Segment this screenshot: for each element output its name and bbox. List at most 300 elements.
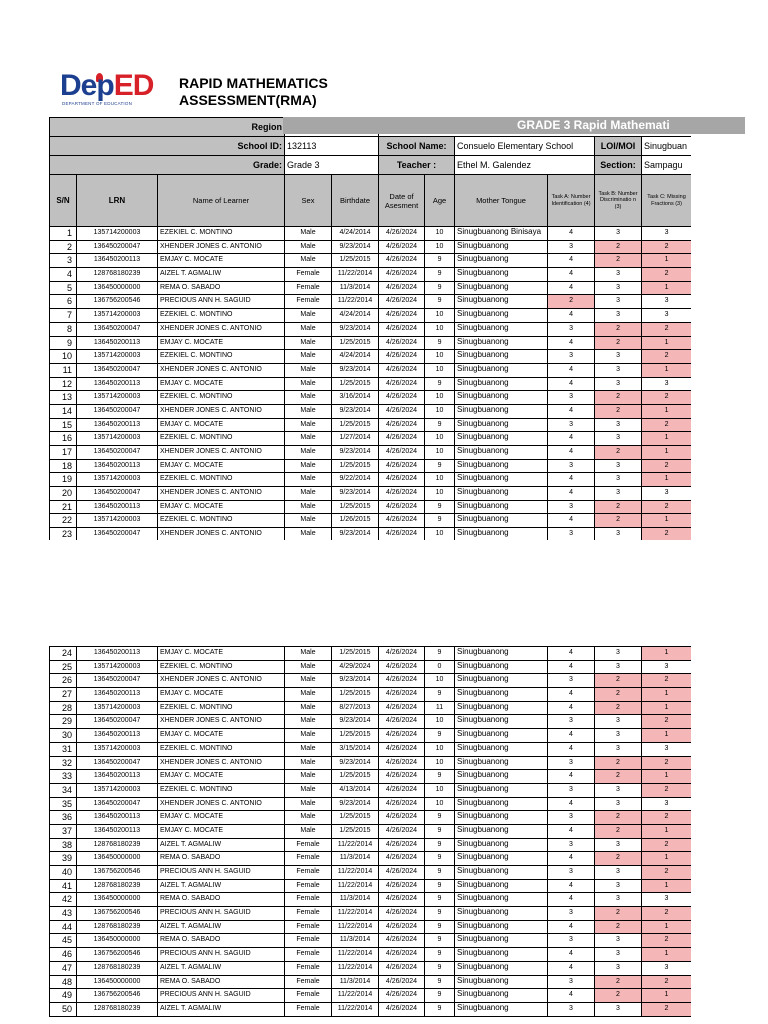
row-mother-tongue[interactable]: Sinugbuanong — [455, 893, 548, 907]
row-sex[interactable]: Male — [285, 404, 332, 418]
row-sex[interactable]: Male — [285, 528, 332, 540]
row-birthdate[interactable]: 11/3/2014 — [332, 281, 379, 295]
row-task-a[interactable]: 3 — [548, 240, 595, 254]
row-name[interactable]: EMJAY C. MOCATE — [158, 254, 285, 268]
row-lrn[interactable]: 135714200003 — [77, 742, 158, 756]
row-lrn[interactable]: 136450200047 — [77, 240, 158, 254]
row-age[interactable]: 9 — [425, 336, 455, 350]
row-task-b[interactable]: 2 — [595, 674, 642, 688]
row-age[interactable]: 9 — [425, 975, 455, 989]
row-mother-tongue[interactable]: Sinugbuanong Binisaya — [455, 227, 548, 241]
row-task-b[interactable]: 2 — [595, 404, 642, 418]
row-date-assessment[interactable]: 4/26/2024 — [379, 500, 425, 514]
row-lrn[interactable]: 136756200546 — [77, 866, 158, 880]
row-task-c[interactable]: 2 — [642, 811, 692, 825]
row-age[interactable]: 10 — [425, 487, 455, 501]
row-age[interactable]: 10 — [425, 528, 455, 540]
row-task-a[interactable]: 4 — [548, 473, 595, 487]
row-name[interactable]: EMJAY C. MOCATE — [158, 377, 285, 391]
row-sex[interactable]: Male — [285, 227, 332, 241]
row-name[interactable]: EZEKIEL C. MONTINO — [158, 514, 285, 528]
row-task-b[interactable]: 3 — [595, 838, 642, 852]
row-age[interactable]: 10 — [425, 350, 455, 364]
row-task-b[interactable]: 3 — [595, 309, 642, 323]
row-mother-tongue[interactable]: Sinugbuanong — [455, 783, 548, 797]
row-task-c[interactable]: 1 — [642, 920, 692, 934]
row-mother-tongue[interactable]: Sinugbuanong — [455, 391, 548, 405]
row-task-c[interactable]: 2 — [642, 756, 692, 770]
row-name[interactable]: AIZEL T. AGMALIW — [158, 1002, 285, 1016]
row-mother-tongue[interactable]: Sinugbuanong — [455, 907, 548, 921]
row-sn[interactable]: 7 — [50, 309, 77, 323]
row-date-assessment[interactable]: 4/26/2024 — [379, 528, 425, 540]
row-task-a[interactable]: 4 — [548, 729, 595, 743]
row-task-a[interactable]: 4 — [548, 688, 595, 702]
row-sex[interactable]: Male — [285, 377, 332, 391]
row-sex[interactable]: Female — [285, 866, 332, 880]
row-task-c[interactable]: 3 — [642, 487, 691, 501]
school-id-value[interactable]: 132113 — [285, 137, 379, 156]
row-task-b[interactable]: 3 — [595, 1002, 642, 1016]
row-mother-tongue[interactable]: Sinugbuanong — [455, 363, 548, 377]
row-sex[interactable]: Male — [285, 824, 332, 838]
row-age[interactable]: 10 — [425, 309, 455, 323]
row-name[interactable]: EMJAY C. MOCATE — [158, 729, 285, 743]
row-sex[interactable]: Male — [285, 811, 332, 825]
row-sn[interactable]: 37 — [50, 824, 77, 838]
row-date-assessment[interactable]: 4/26/2024 — [379, 866, 425, 880]
row-task-b[interactable]: 3 — [595, 473, 642, 487]
row-mother-tongue[interactable]: Sinugbuanong — [455, 715, 548, 729]
row-sn[interactable]: 15 — [50, 418, 77, 432]
row-birthdate[interactable]: 9/23/2014 — [332, 240, 379, 254]
row-task-c[interactable]: 3 — [642, 309, 691, 323]
row-lrn[interactable]: 135714200003 — [77, 783, 158, 797]
row-name[interactable]: EZEKIEL C. MONTINO — [158, 309, 285, 323]
row-task-a[interactable]: 3 — [548, 975, 595, 989]
row-task-a[interactable]: 4 — [548, 268, 595, 282]
row-sn[interactable]: 2 — [50, 240, 77, 254]
row-name[interactable]: AIZEL T. AGMALIW — [158, 920, 285, 934]
row-birthdate[interactable]: 11/22/2014 — [332, 866, 379, 880]
row-sex[interactable]: Male — [285, 688, 332, 702]
row-task-b[interactable]: 2 — [595, 240, 642, 254]
row-task-a[interactable]: 2 — [548, 295, 595, 309]
row-task-a[interactable]: 4 — [548, 701, 595, 715]
row-lrn[interactable]: 128768180239 — [77, 268, 158, 282]
row-sex[interactable]: Male — [285, 487, 332, 501]
row-lrn[interactable]: 136450200113 — [77, 336, 158, 350]
row-age[interactable]: 10 — [425, 432, 455, 446]
row-date-assessment[interactable]: 4/26/2024 — [379, 322, 425, 336]
row-mother-tongue[interactable]: Sinugbuanong — [455, 701, 548, 715]
row-task-c[interactable]: 2 — [642, 391, 691, 405]
row-age[interactable]: 9 — [425, 647, 455, 661]
row-lrn[interactable]: 128768180239 — [77, 1002, 158, 1016]
row-date-assessment[interactable]: 4/26/2024 — [379, 227, 425, 241]
row-task-c[interactable]: 2 — [642, 838, 692, 852]
row-age[interactable]: 9 — [425, 459, 455, 473]
row-sex[interactable]: Male — [285, 418, 332, 432]
row-name[interactable]: EZEKIEL C. MONTINO — [158, 432, 285, 446]
row-date-assessment[interactable]: 4/26/2024 — [379, 989, 425, 1003]
row-lrn[interactable]: 136450200113 — [77, 729, 158, 743]
row-task-a[interactable]: 4 — [548, 660, 595, 674]
row-date-assessment[interactable]: 4/26/2024 — [379, 446, 425, 460]
row-birthdate[interactable]: 11/22/2014 — [332, 1002, 379, 1016]
row-task-b[interactable]: 3 — [595, 459, 642, 473]
row-task-b[interactable]: 3 — [595, 418, 642, 432]
row-lrn[interactable]: 128768180239 — [77, 838, 158, 852]
row-birthdate[interactable]: 1/26/2015 — [332, 514, 379, 528]
row-birthdate[interactable]: 11/22/2014 — [332, 838, 379, 852]
row-birthdate[interactable]: 3/16/2014 — [332, 391, 379, 405]
row-task-c[interactable]: 1 — [642, 948, 692, 962]
row-task-a[interactable]: 3 — [548, 391, 595, 405]
row-task-b[interactable]: 3 — [595, 268, 642, 282]
row-birthdate[interactable]: 9/23/2014 — [332, 363, 379, 377]
row-task-c[interactable]: 2 — [642, 783, 692, 797]
row-name[interactable]: EMJAY C. MOCATE — [158, 647, 285, 661]
row-lrn[interactable]: 136450200047 — [77, 797, 158, 811]
row-date-assessment[interactable]: 4/26/2024 — [379, 879, 425, 893]
row-task-b[interactable]: 3 — [595, 948, 642, 962]
row-sex[interactable]: Male — [285, 336, 332, 350]
row-sn[interactable]: 44 — [50, 920, 77, 934]
row-sn[interactable]: 12 — [50, 377, 77, 391]
row-task-b[interactable]: 2 — [595, 811, 642, 825]
row-lrn[interactable]: 128768180239 — [77, 961, 158, 975]
row-date-assessment[interactable]: 4/26/2024 — [379, 281, 425, 295]
row-birthdate[interactable]: 9/23/2014 — [332, 715, 379, 729]
row-age[interactable]: 9 — [425, 500, 455, 514]
row-task-a[interactable]: 4 — [548, 852, 595, 866]
row-task-b[interactable]: 3 — [595, 783, 642, 797]
row-sn[interactable]: 8 — [50, 322, 77, 336]
row-lrn[interactable]: 136756200546 — [77, 948, 158, 962]
row-sex[interactable]: Female — [285, 920, 332, 934]
row-mother-tongue[interactable]: Sinugbuanong — [455, 418, 548, 432]
teacher-value[interactable]: Ethel M. Galendez — [455, 156, 595, 175]
row-birthdate[interactable]: 11/22/2014 — [332, 948, 379, 962]
row-task-a[interactable]: 4 — [548, 824, 595, 838]
row-age[interactable]: 9 — [425, 268, 455, 282]
row-sn[interactable]: 22 — [50, 514, 77, 528]
row-sn[interactable]: 30 — [50, 729, 77, 743]
row-sex[interactable]: Female — [285, 268, 332, 282]
row-mother-tongue[interactable]: Sinugbuanong — [455, 473, 548, 487]
row-lrn[interactable]: 135714200003 — [77, 473, 158, 487]
row-date-assessment[interactable]: 4/26/2024 — [379, 268, 425, 282]
row-sex[interactable]: Male — [285, 322, 332, 336]
row-age[interactable]: 9 — [425, 879, 455, 893]
row-task-b[interactable]: 2 — [595, 336, 642, 350]
row-task-a[interactable]: 3 — [548, 1002, 595, 1016]
row-task-b[interactable]: 3 — [595, 961, 642, 975]
row-age[interactable]: 10 — [425, 742, 455, 756]
row-task-c[interactable]: 2 — [642, 975, 692, 989]
row-age[interactable]: 9 — [425, 866, 455, 880]
row-lrn[interactable]: 136450000000 — [77, 281, 158, 295]
row-date-assessment[interactable]: 4/26/2024 — [379, 350, 425, 364]
row-name[interactable]: AIZEL T. AGMALIW — [158, 838, 285, 852]
row-date-assessment[interactable]: 4/26/2024 — [379, 295, 425, 309]
row-sn[interactable]: 39 — [50, 852, 77, 866]
row-task-a[interactable]: 4 — [548, 920, 595, 934]
row-date-assessment[interactable]: 4/26/2024 — [379, 797, 425, 811]
row-sex[interactable]: Male — [285, 674, 332, 688]
row-sn[interactable]: 9 — [50, 336, 77, 350]
row-birthdate[interactable]: 9/23/2014 — [332, 756, 379, 770]
row-age[interactable]: 10 — [425, 473, 455, 487]
row-task-a[interactable]: 4 — [548, 961, 595, 975]
row-mother-tongue[interactable]: Sinugbuanong — [455, 377, 548, 391]
row-sn[interactable]: 27 — [50, 688, 77, 702]
row-lrn[interactable]: 135714200003 — [77, 227, 158, 241]
row-task-c[interactable]: 1 — [642, 824, 692, 838]
row-name[interactable]: REMA O. SABADO — [158, 934, 285, 948]
row-task-c[interactable]: 2 — [642, 866, 692, 880]
row-lrn[interactable]: 136450200113 — [77, 377, 158, 391]
row-sex[interactable]: Female — [285, 838, 332, 852]
row-name[interactable]: PRECIOUS ANN H. SAGUID — [158, 866, 285, 880]
row-task-c[interactable]: 1 — [642, 514, 691, 528]
row-age[interactable]: 0 — [425, 660, 455, 674]
row-sex[interactable]: Male — [285, 514, 332, 528]
row-task-b[interactable]: 2 — [595, 322, 642, 336]
row-name[interactable]: EZEKIEL C. MONTINO — [158, 473, 285, 487]
row-task-c[interactable]: 1 — [642, 254, 691, 268]
row-name[interactable]: EMJAY C. MOCATE — [158, 824, 285, 838]
row-mother-tongue[interactable]: Sinugbuanong — [455, 514, 548, 528]
row-task-c[interactable]: 1 — [642, 729, 692, 743]
row-task-b[interactable]: 2 — [595, 688, 642, 702]
row-age[interactable]: 9 — [425, 920, 455, 934]
row-lrn[interactable]: 136756200546 — [77, 907, 158, 921]
row-name[interactable]: EZEKIEL C. MONTINO — [158, 783, 285, 797]
row-sn[interactable]: 18 — [50, 459, 77, 473]
row-age[interactable]: 10 — [425, 674, 455, 688]
row-sex[interactable]: Male — [285, 715, 332, 729]
row-task-b[interactable]: 2 — [595, 920, 642, 934]
row-date-assessment[interactable]: 4/26/2024 — [379, 838, 425, 852]
row-mother-tongue[interactable]: Sinugbuanong — [455, 961, 548, 975]
row-name[interactable]: EZEKIEL C. MONTINO — [158, 660, 285, 674]
row-date-assessment[interactable]: 4/26/2024 — [379, 852, 425, 866]
row-task-c[interactable]: 1 — [642, 473, 691, 487]
row-sn[interactable]: 20 — [50, 487, 77, 501]
row-task-b[interactable]: 2 — [595, 500, 642, 514]
row-mother-tongue[interactable]: Sinugbuanong — [455, 432, 548, 446]
row-task-a[interactable]: 4 — [548, 797, 595, 811]
row-task-a[interactable]: 3 — [548, 715, 595, 729]
row-task-a[interactable]: 4 — [548, 893, 595, 907]
row-name[interactable]: EMJAY C. MOCATE — [158, 811, 285, 825]
row-task-b[interactable]: 2 — [595, 989, 642, 1003]
row-age[interactable]: 9 — [425, 824, 455, 838]
row-task-b[interactable]: 3 — [595, 797, 642, 811]
row-age[interactable]: 10 — [425, 240, 455, 254]
row-sex[interactable]: Male — [285, 783, 332, 797]
row-age[interactable]: 9 — [425, 254, 455, 268]
row-birthdate[interactable]: 3/15/2014 — [332, 742, 379, 756]
row-mother-tongue[interactable]: Sinugbuanong — [455, 879, 548, 893]
row-task-c[interactable]: 1 — [642, 852, 692, 866]
row-mother-tongue[interactable]: Sinugbuanong — [455, 920, 548, 934]
row-sn[interactable]: 50 — [50, 1002, 77, 1016]
row-mother-tongue[interactable]: Sinugbuanong — [455, 770, 548, 784]
row-birthdate[interactable]: 1/25/2015 — [332, 647, 379, 661]
row-sex[interactable]: Female — [285, 989, 332, 1003]
row-lrn[interactable]: 136450000000 — [77, 852, 158, 866]
row-task-b[interactable]: 3 — [595, 729, 642, 743]
row-name[interactable]: XHENDER JONES C. ANTONIO — [158, 674, 285, 688]
row-age[interactable]: 9 — [425, 377, 455, 391]
row-sn[interactable]: 47 — [50, 961, 77, 975]
row-date-assessment[interactable]: 4/26/2024 — [379, 824, 425, 838]
row-name[interactable]: XHENDER JONES C. ANTONIO — [158, 446, 285, 460]
row-task-b[interactable]: 3 — [595, 528, 642, 540]
row-mother-tongue[interactable]: Sinugbuanong — [455, 688, 548, 702]
row-task-c[interactable]: 2 — [642, 674, 692, 688]
row-mother-tongue[interactable]: Sinugbuanong — [455, 281, 548, 295]
row-date-assessment[interactable]: 4/26/2024 — [379, 240, 425, 254]
row-lrn[interactable]: 136450000000 — [77, 934, 158, 948]
row-date-assessment[interactable]: 4/26/2024 — [379, 729, 425, 743]
row-birthdate[interactable]: 1/25/2015 — [332, 770, 379, 784]
row-date-assessment[interactable]: 4/26/2024 — [379, 418, 425, 432]
row-name[interactable]: EZEKIEL C. MONTINO — [158, 227, 285, 241]
row-task-c[interactable]: 2 — [642, 240, 691, 254]
row-date-assessment[interactable]: 4/26/2024 — [379, 377, 425, 391]
row-task-c[interactable]: 2 — [642, 1002, 692, 1016]
row-date-assessment[interactable]: 4/26/2024 — [379, 254, 425, 268]
row-task-a[interactable]: 4 — [548, 227, 595, 241]
row-age[interactable]: 10 — [425, 446, 455, 460]
row-birthdate[interactable]: 9/23/2014 — [332, 404, 379, 418]
row-task-a[interactable]: 3 — [548, 528, 595, 540]
row-lrn[interactable]: 136450000000 — [77, 975, 158, 989]
row-date-assessment[interactable]: 4/26/2024 — [379, 961, 425, 975]
row-task-c[interactable]: 1 — [642, 701, 692, 715]
row-task-c[interactable]: 3 — [642, 961, 692, 975]
row-task-a[interactable]: 4 — [548, 377, 595, 391]
row-task-b[interactable]: 2 — [595, 446, 642, 460]
row-age[interactable]: 10 — [425, 322, 455, 336]
row-lrn[interactable]: 128768180239 — [77, 879, 158, 893]
row-sn[interactable]: 45 — [50, 934, 77, 948]
row-birthdate[interactable]: 4/29/2024 — [332, 660, 379, 674]
row-birthdate[interactable]: 1/25/2015 — [332, 254, 379, 268]
row-name[interactable]: EZEKIEL C. MONTINO — [158, 350, 285, 364]
row-task-a[interactable]: 4 — [548, 742, 595, 756]
row-name[interactable]: PRECIOUS ANN H. SAGUID — [158, 295, 285, 309]
row-task-a[interactable]: 4 — [548, 647, 595, 661]
row-name[interactable]: XHENDER JONES C. ANTONIO — [158, 756, 285, 770]
row-lrn[interactable]: 136450200047 — [77, 674, 158, 688]
row-mother-tongue[interactable]: Sinugbuanong — [455, 811, 548, 825]
row-task-c[interactable]: 2 — [642, 350, 691, 364]
row-age[interactable]: 9 — [425, 934, 455, 948]
row-task-b[interactable]: 3 — [595, 715, 642, 729]
row-sn[interactable]: 24 — [50, 647, 77, 661]
row-mother-tongue[interactable]: Sinugbuanong — [455, 350, 548, 364]
row-birthdate[interactable]: 11/22/2014 — [332, 920, 379, 934]
row-mother-tongue[interactable]: Sinugbuanong — [455, 459, 548, 473]
row-task-b[interactable]: 3 — [595, 281, 642, 295]
row-task-c[interactable]: 2 — [642, 268, 691, 282]
row-task-c[interactable]: 2 — [642, 500, 691, 514]
row-mother-tongue[interactable]: Sinugbuanong — [455, 309, 548, 323]
row-name[interactable]: PRECIOUS ANN H. SAGUID — [158, 907, 285, 921]
row-task-a[interactable]: 4 — [548, 363, 595, 377]
row-sn[interactable]: 36 — [50, 811, 77, 825]
row-sex[interactable]: Male — [285, 742, 332, 756]
row-age[interactable]: 10 — [425, 404, 455, 418]
row-task-a[interactable]: 4 — [548, 336, 595, 350]
row-task-a[interactable]: 3 — [548, 783, 595, 797]
row-birthdate[interactable]: 9/23/2014 — [332, 674, 379, 688]
row-sn[interactable]: 5 — [50, 281, 77, 295]
row-sn[interactable]: 31 — [50, 742, 77, 756]
row-lrn[interactable]: 136450200113 — [77, 459, 158, 473]
row-task-b[interactable]: 2 — [595, 254, 642, 268]
row-lrn[interactable]: 136450200113 — [77, 647, 158, 661]
row-sn[interactable]: 25 — [50, 660, 77, 674]
row-mother-tongue[interactable]: Sinugbuanong — [455, 934, 548, 948]
row-task-c[interactable]: 3 — [642, 742, 692, 756]
row-birthdate[interactable]: 1/25/2015 — [332, 729, 379, 743]
row-task-a[interactable]: 3 — [548, 756, 595, 770]
row-task-a[interactable]: 4 — [548, 432, 595, 446]
row-task-c[interactable]: 2 — [642, 715, 692, 729]
row-name[interactable]: XHENDER JONES C. ANTONIO — [158, 363, 285, 377]
row-age[interactable]: 9 — [425, 948, 455, 962]
row-name[interactable]: AIZEL T. AGMALIW — [158, 879, 285, 893]
row-sex[interactable]: Male — [285, 660, 332, 674]
row-lrn[interactable]: 136450200047 — [77, 446, 158, 460]
row-lrn[interactable]: 136450200047 — [77, 404, 158, 418]
row-date-assessment[interactable]: 4/26/2024 — [379, 1002, 425, 1016]
row-date-assessment[interactable]: 4/26/2024 — [379, 404, 425, 418]
row-sex[interactable]: Male — [285, 797, 332, 811]
row-name[interactable]: EZEKIEL C. MONTINO — [158, 391, 285, 405]
row-lrn[interactable]: 128768180239 — [77, 920, 158, 934]
row-lrn[interactable]: 136450200113 — [77, 770, 158, 784]
row-task-b[interactable]: 3 — [595, 350, 642, 364]
row-mother-tongue[interactable]: Sinugbuanong — [455, 254, 548, 268]
row-sn[interactable]: 48 — [50, 975, 77, 989]
row-task-c[interactable]: 1 — [642, 432, 691, 446]
row-sn[interactable]: 1 — [50, 227, 77, 241]
row-age[interactable]: 9 — [425, 729, 455, 743]
row-name[interactable]: EMJAY C. MOCATE — [158, 770, 285, 784]
row-birthdate[interactable]: 9/23/2014 — [332, 797, 379, 811]
row-birthdate[interactable]: 9/23/2014 — [332, 446, 379, 460]
row-age[interactable]: 9 — [425, 514, 455, 528]
row-lrn[interactable]: 135714200003 — [77, 660, 158, 674]
row-date-assessment[interactable]: 4/26/2024 — [379, 811, 425, 825]
row-sn[interactable]: 46 — [50, 948, 77, 962]
row-age[interactable]: 9 — [425, 852, 455, 866]
row-name[interactable]: EZEKIEL C. MONTINO — [158, 701, 285, 715]
row-task-a[interactable]: 4 — [548, 989, 595, 1003]
row-name[interactable]: REMA O. SABADO — [158, 281, 285, 295]
row-lrn[interactable]: 136450200047 — [77, 528, 158, 540]
row-sex[interactable]: Male — [285, 446, 332, 460]
row-name[interactable]: XHENDER JONES C. ANTONIO — [158, 528, 285, 540]
row-mother-tongue[interactable]: Sinugbuanong — [455, 866, 548, 880]
